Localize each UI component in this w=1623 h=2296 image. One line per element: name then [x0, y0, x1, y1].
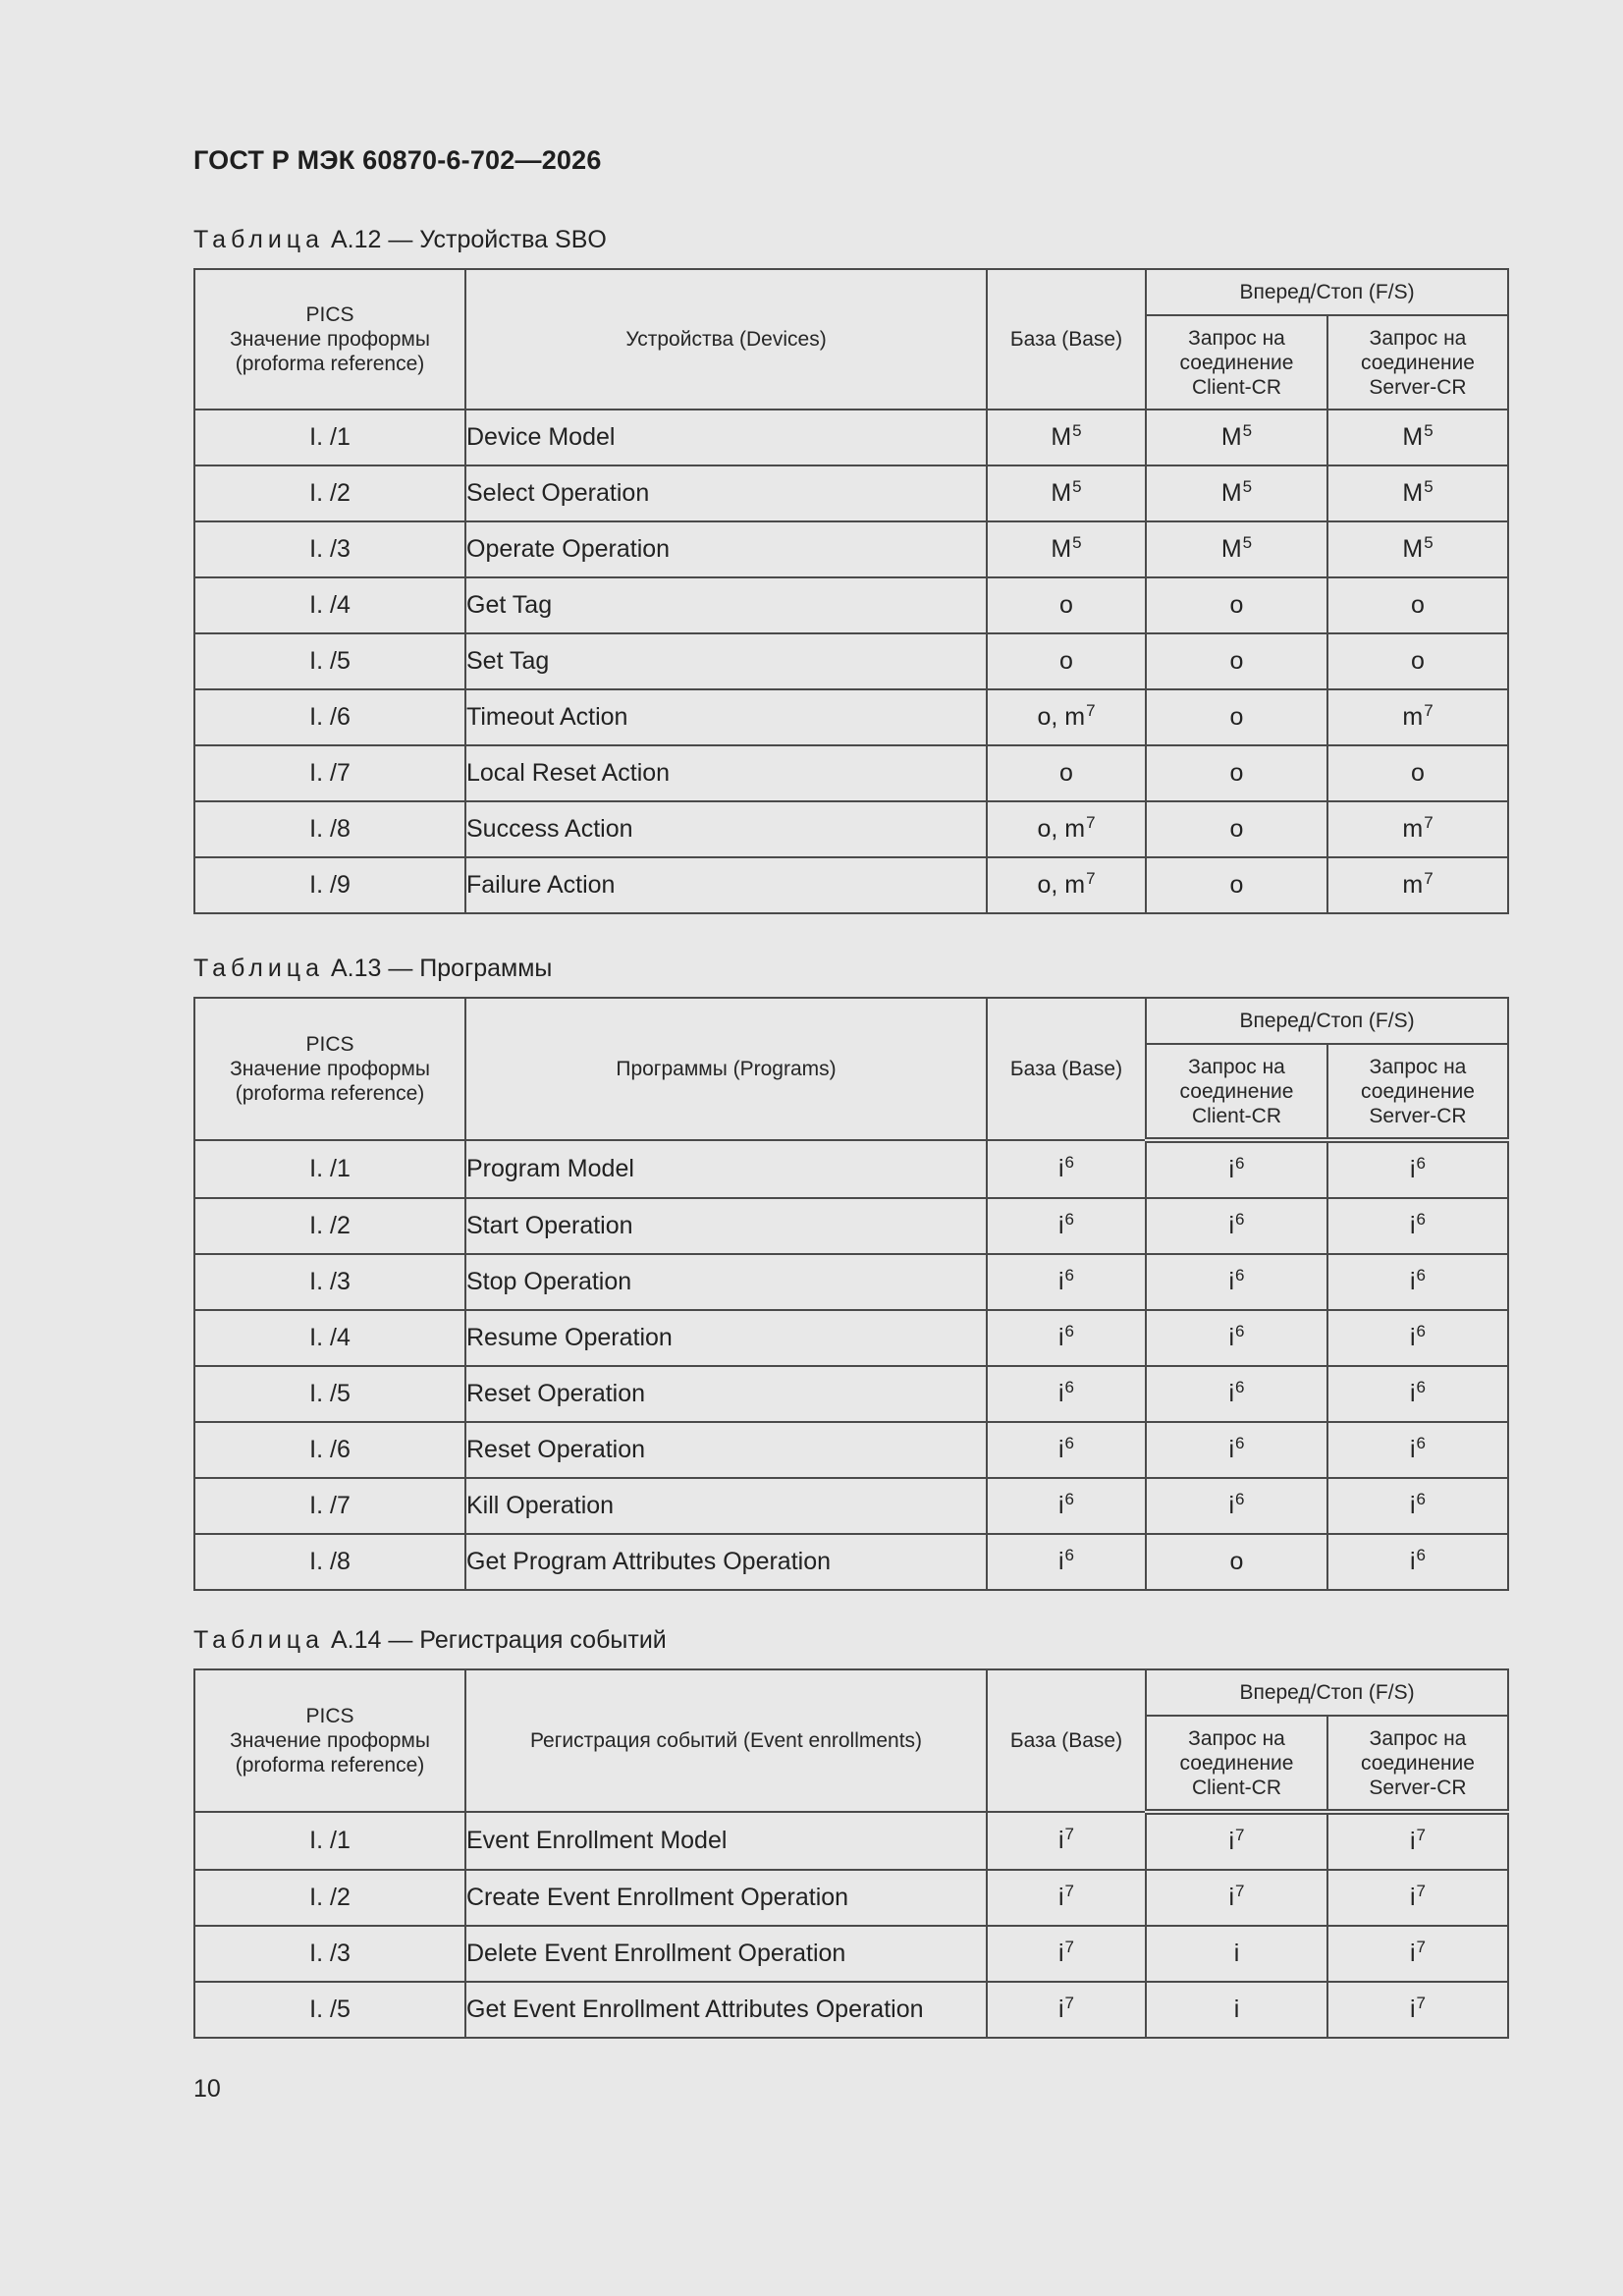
row-server-cell [1327, 1534, 1508, 1590]
value-superscript: 6 [1064, 1546, 1075, 1564]
row-server-cell [1327, 1812, 1508, 1870]
value-text: i [1057, 1492, 1064, 1519]
caption-word: Таблица [193, 1626, 325, 1654]
row-id-cell: I. /6 [194, 1422, 465, 1478]
value-text: M [1220, 423, 1242, 451]
header-proforma-ru: Значение проформы [230, 1058, 430, 1080]
table-row [194, 1982, 1508, 2038]
value-superscript: 5 [1424, 533, 1434, 552]
value-superscript: 7 [1086, 813, 1096, 832]
value-text: i [1057, 1380, 1064, 1407]
row-server-cell [1327, 1926, 1508, 1982]
value-text: o [1059, 591, 1073, 619]
row-name-cell: Reset Operation [465, 1366, 987, 1422]
value-superscript: 6 [1416, 1322, 1427, 1340]
row-server-cell [1327, 1254, 1508, 1310]
row-client-cell [1146, 465, 1327, 521]
row-name-cell: Start Operation [465, 1198, 987, 1254]
value-superscript: 7 [1416, 1994, 1427, 2012]
table-row [194, 689, 1508, 745]
row-id-cell: I. /1 [194, 410, 465, 465]
value-superscript: 7 [1064, 1938, 1075, 1956]
table-row [194, 1812, 1508, 1870]
row-id-cell: I. /3 [194, 521, 465, 577]
value-text: M [1402, 423, 1424, 451]
row-base-cell [987, 745, 1146, 801]
row-server-cell [1327, 1870, 1508, 1926]
row-client-cell [1146, 1478, 1327, 1534]
row-name-cell: Set Tag [465, 633, 987, 689]
header-column-title: Программы (Programs) [465, 998, 987, 1140]
value-text: i [1057, 1940, 1064, 1967]
row-base-cell [987, 1422, 1146, 1478]
value-superscript: 6 [1416, 1434, 1427, 1452]
row-id-cell: I. /5 [194, 1366, 465, 1422]
value-superscript: 6 [1064, 1434, 1075, 1452]
value-superscript: 6 [1416, 1210, 1427, 1229]
row-name-cell: Event Enrollment Model [465, 1812, 987, 1870]
row-base-cell [987, 1310, 1146, 1366]
row-server-cell [1327, 1366, 1508, 1422]
value-superscript: 6 [1235, 1490, 1245, 1508]
row-name-cell: Timeout Action [465, 689, 987, 745]
value-text: i [1409, 1828, 1416, 1855]
value-superscript: 7 [1424, 869, 1434, 888]
value-text: i [1409, 1156, 1416, 1183]
row-client-cell [1146, 1254, 1327, 1310]
row-name-cell: Get Event Enrollment Attributes Operation [465, 1982, 987, 2038]
row-client-cell [1146, 1140, 1327, 1198]
header-pics [194, 269, 465, 410]
row-client-cell [1146, 1870, 1327, 1926]
header-server-label: Server-CR [1369, 1776, 1467, 1799]
value-superscript: 6 [1064, 1322, 1075, 1340]
row-id-cell: I. /4 [194, 577, 465, 633]
table-row [194, 745, 1508, 801]
value-text: M [1220, 535, 1242, 563]
value-superscript: 6 [1235, 1322, 1245, 1340]
value-text: i [1233, 1995, 1240, 2023]
row-client-cell [1146, 1366, 1327, 1422]
table-row [194, 465, 1508, 521]
header-proforma-ru: Значение проформы [230, 328, 430, 351]
value-text: i [1409, 1995, 1416, 2023]
row-name-cell: Select Operation [465, 465, 987, 521]
header-connection-label: соединение [1361, 351, 1475, 374]
value-superscript: 6 [1416, 1378, 1427, 1396]
row-id-cell: I. /1 [194, 1140, 465, 1198]
row-id-cell: I. /2 [194, 465, 465, 521]
table-a12 [193, 268, 1509, 914]
table-row [194, 801, 1508, 857]
row-name-cell: Delete Event Enrollment Operation [465, 1926, 987, 1982]
value-text: i [1409, 1492, 1416, 1519]
row-base-cell [987, 857, 1146, 913]
value-text: o [1411, 591, 1425, 619]
value-text: m [1402, 703, 1424, 731]
value-text: i [1409, 1884, 1416, 1911]
value-text: i [1409, 1324, 1416, 1351]
row-id-cell: I. /3 [194, 1926, 465, 1982]
value-text: m [1402, 871, 1424, 899]
row-id-cell: I. /8 [194, 1534, 465, 1590]
value-text: i [1057, 1436, 1064, 1463]
row-client-cell [1146, 745, 1327, 801]
value-superscript: 7 [1064, 1994, 1075, 2012]
row-server-cell [1327, 1198, 1508, 1254]
value-text: i [1057, 1155, 1064, 1182]
row-base-cell [987, 1870, 1146, 1926]
header-client-label: Client-CR [1191, 1776, 1281, 1799]
table-caption-a13 [193, 955, 552, 983]
value-superscript: 5 [1072, 533, 1082, 552]
row-name-cell: Stop Operation [465, 1254, 987, 1310]
table-row [194, 1870, 1508, 1926]
value-superscript: 6 [1416, 1546, 1427, 1564]
header-column-title: Регистрация событий (Event enrollments) [465, 1669, 987, 1812]
row-base-cell [987, 1198, 1146, 1254]
row-name-cell: Device Model [465, 410, 987, 465]
row-client-cell [1146, 689, 1327, 745]
header-fs: Вперед/Стоп (F/S) [1146, 1669, 1508, 1716]
value-text: i [1228, 1884, 1235, 1911]
row-id-cell: I. /3 [194, 1254, 465, 1310]
row-server-cell [1327, 1478, 1508, 1534]
row-server-cell [1327, 577, 1508, 633]
value-text: M [1051, 423, 1072, 451]
row-client-cell [1146, 521, 1327, 577]
header-fs: Вперед/Стоп (F/S) [1146, 269, 1508, 315]
value-superscript: 7 [1064, 1825, 1075, 1843]
row-base-cell [987, 1926, 1146, 1982]
row-base-cell [987, 1140, 1146, 1198]
row-id-cell: I. /7 [194, 1478, 465, 1534]
row-client-cell [1146, 1926, 1327, 1982]
row-id-cell: I. /2 [194, 1198, 465, 1254]
value-text: o [1411, 759, 1425, 787]
header-request-label: Запрос на [1369, 1055, 1467, 1078]
value-text: i [1409, 1436, 1416, 1463]
row-id-cell: I. /9 [194, 857, 465, 913]
row-base-cell [987, 801, 1146, 857]
value-text: o [1229, 1548, 1244, 1575]
row-client-cell [1146, 857, 1327, 913]
page-number: 10 [193, 2075, 221, 2103]
value-superscript: 6 [1416, 1266, 1427, 1285]
header-pics [194, 998, 465, 1140]
value-text: i [1057, 1884, 1064, 1911]
row-server-cell [1327, 745, 1508, 801]
row-server-cell [1327, 633, 1508, 689]
row-name-cell: Kill Operation [465, 1478, 987, 1534]
table-caption-a14 [193, 1626, 667, 1655]
table-row [194, 1366, 1508, 1422]
table-row [194, 1310, 1508, 1366]
header-proforma-ru: Значение проформы [230, 1729, 430, 1752]
row-client-cell [1146, 1198, 1327, 1254]
value-superscript: 7 [1086, 701, 1096, 720]
caption-text: А.12 — Устройства SBO [330, 226, 607, 253]
table-row [194, 577, 1508, 633]
row-client-cell [1146, 577, 1327, 633]
header-row [194, 269, 1508, 315]
value-superscript: 5 [1072, 421, 1082, 440]
value-text: o [1059, 647, 1073, 675]
row-name-cell: Get Tag [465, 577, 987, 633]
row-id-cell: I. /2 [194, 1870, 465, 1926]
value-superscript: 6 [1235, 1266, 1245, 1285]
value-text: i [1233, 1940, 1240, 1967]
row-base-cell [987, 1254, 1146, 1310]
value-superscript: 7 [1424, 701, 1434, 720]
value-superscript: 6 [1235, 1434, 1245, 1452]
table-row [194, 1140, 1508, 1198]
row-base-cell [987, 1366, 1146, 1422]
header-client [1146, 1044, 1327, 1140]
table-row [194, 410, 1508, 465]
value-superscript: 7 [1235, 1882, 1245, 1900]
value-text: i [1409, 1380, 1416, 1407]
header-request-label: Запрос на [1369, 1726, 1467, 1750]
row-server-cell [1327, 801, 1508, 857]
value-text: i [1228, 1268, 1235, 1295]
header-row [194, 1669, 1508, 1716]
header-pics-label: PICS [305, 1033, 354, 1056]
value-text: o [1229, 815, 1244, 843]
table-row [194, 1926, 1508, 1982]
row-id-cell: I. /7 [194, 745, 465, 801]
row-name-cell: Create Event Enrollment Operation [465, 1870, 987, 1926]
row-server-cell [1327, 410, 1508, 465]
value-superscript: 6 [1416, 1154, 1427, 1173]
row-client-cell [1146, 633, 1327, 689]
header-pics-label: PICS [305, 1705, 354, 1727]
value-superscript: 7 [1235, 1826, 1245, 1844]
row-client-cell [1146, 1310, 1327, 1366]
header-proforma-en: (proforma reference) [235, 353, 425, 375]
table-row [194, 1534, 1508, 1590]
header-server [1327, 1044, 1508, 1140]
value-superscript: 6 [1235, 1154, 1245, 1173]
value-superscript: 7 [1416, 1826, 1427, 1844]
value-text: M [1220, 479, 1242, 507]
value-text: i [1228, 1436, 1235, 1463]
row-name-cell: Resume Operation [465, 1310, 987, 1366]
header-row [194, 998, 1508, 1044]
value-text: o [1229, 591, 1244, 619]
caption-word: Таблица [193, 955, 325, 982]
row-name-cell: Get Program Attributes Operation [465, 1534, 987, 1590]
row-base-cell [987, 1534, 1146, 1590]
value-text: i [1228, 1492, 1235, 1519]
row-client-cell [1146, 801, 1327, 857]
header-column-title: Устройства (Devices) [465, 269, 987, 410]
header-connection-label: соединение [1361, 1079, 1475, 1103]
row-server-cell [1327, 689, 1508, 745]
row-name-cell: Local Reset Action [465, 745, 987, 801]
header-base: База (Base) [987, 998, 1146, 1140]
header-proforma-en: (proforma reference) [235, 1082, 425, 1105]
row-client-cell [1146, 1812, 1327, 1870]
row-name-cell: Success Action [465, 801, 987, 857]
header-connection-label: соединение [1179, 1751, 1294, 1775]
row-server-cell [1327, 1422, 1508, 1478]
header-connection-label: соединение [1179, 1079, 1294, 1103]
row-base-cell [987, 1982, 1146, 2038]
row-client-cell [1146, 1534, 1327, 1590]
header-connection-label: соединение [1361, 1751, 1475, 1775]
header-request-label: Запрос на [1188, 326, 1285, 350]
row-base-cell [987, 577, 1146, 633]
value-superscript: 7 [1064, 1882, 1075, 1900]
header-request-label: Запрос на [1188, 1726, 1285, 1750]
value-text: o [1059, 759, 1073, 787]
value-text: o [1229, 759, 1244, 787]
value-superscript: 6 [1064, 1378, 1075, 1396]
value-superscript: 5 [1242, 477, 1253, 496]
value-superscript: 6 [1064, 1153, 1075, 1172]
row-client-cell [1146, 1422, 1327, 1478]
value-text: i [1057, 1324, 1064, 1351]
value-text: i [1409, 1548, 1416, 1575]
table-row [194, 1422, 1508, 1478]
value-superscript: 7 [1416, 1882, 1427, 1900]
row-id-cell: I. /5 [194, 1982, 465, 2038]
value-text: o, m [1037, 871, 1086, 899]
header-fs: Вперед/Стоп (F/S) [1146, 998, 1508, 1044]
row-id-cell: I. /1 [194, 1812, 465, 1870]
row-base-cell [987, 633, 1146, 689]
row-name-cell: Operate Operation [465, 521, 987, 577]
row-server-cell [1327, 857, 1508, 913]
row-server-cell [1327, 1982, 1508, 2038]
value-text: i [1409, 1268, 1416, 1295]
header-request-label: Запрос на [1369, 326, 1467, 350]
table-row [194, 1198, 1508, 1254]
value-text: i [1409, 1212, 1416, 1239]
table-caption-a12 [193, 226, 607, 254]
value-superscript: 6 [1064, 1210, 1075, 1229]
row-base-cell [987, 465, 1146, 521]
header-proforma-en: (proforma reference) [235, 1754, 425, 1777]
value-text: i [1057, 1268, 1064, 1295]
value-superscript: 6 [1235, 1378, 1245, 1396]
value-superscript: 5 [1424, 421, 1434, 440]
value-text: o, m [1037, 815, 1086, 843]
caption-text: А.14 — Регистрация событий [330, 1626, 667, 1654]
row-id-cell: I. /4 [194, 1310, 465, 1366]
row-server-cell [1327, 465, 1508, 521]
row-client-cell [1146, 1982, 1327, 2038]
value-superscript: 6 [1064, 1490, 1075, 1508]
row-name-cell: Reset Operation [465, 1422, 987, 1478]
row-base-cell [987, 1812, 1146, 1870]
row-base-cell [987, 1478, 1146, 1534]
value-text: i [1228, 1212, 1235, 1239]
document-header: ГОСТ Р МЭК 60870-6-702—2026 [193, 145, 602, 175]
header-connection-label: соединение [1179, 351, 1294, 374]
value-text: i [1409, 1940, 1416, 1967]
header-base: База (Base) [987, 269, 1146, 410]
row-server-cell [1327, 521, 1508, 577]
row-server-cell [1327, 1310, 1508, 1366]
header-server-label: Server-CR [1369, 375, 1467, 399]
value-text: M [1051, 535, 1072, 563]
row-id-cell: I. /8 [194, 801, 465, 857]
value-text: M [1402, 535, 1424, 563]
row-client-cell [1146, 410, 1327, 465]
row-server-cell [1327, 1140, 1508, 1198]
header-client [1146, 315, 1327, 410]
row-name-cell: Program Model [465, 1140, 987, 1198]
header-pics [194, 1669, 465, 1812]
table-row [194, 857, 1508, 913]
value-superscript: 7 [1416, 1938, 1427, 1956]
value-superscript: 5 [1242, 421, 1253, 440]
caption-word: Таблица [193, 226, 325, 253]
value-text: o [1229, 703, 1244, 731]
value-text: o [1229, 647, 1244, 675]
header-client [1146, 1716, 1327, 1812]
row-base-cell [987, 689, 1146, 745]
value-superscript: 6 [1064, 1266, 1075, 1285]
caption-text: А.13 — Программы [330, 955, 553, 982]
value-superscript: 6 [1235, 1210, 1245, 1229]
value-text: i [1057, 1212, 1064, 1239]
value-text: i [1228, 1324, 1235, 1351]
table-row [194, 1478, 1508, 1534]
value-text: i [1228, 1380, 1235, 1407]
table-a13 [193, 997, 1509, 1591]
row-id-cell: I. /6 [194, 689, 465, 745]
value-text: m [1402, 815, 1424, 843]
row-id-cell: I. /5 [194, 633, 465, 689]
value-text: o, m [1037, 703, 1086, 731]
row-base-cell [987, 410, 1146, 465]
header-pics-label: PICS [305, 303, 354, 326]
table-row [194, 1254, 1508, 1310]
value-text: i [1057, 1827, 1064, 1854]
value-superscript: 7 [1424, 813, 1434, 832]
row-base-cell [987, 521, 1146, 577]
header-request-label: Запрос на [1188, 1055, 1285, 1078]
value-text: i [1057, 1995, 1064, 2023]
value-superscript: 7 [1086, 869, 1096, 888]
value-superscript: 5 [1072, 477, 1082, 496]
value-superscript: 5 [1424, 477, 1434, 496]
header-client-label: Client-CR [1191, 1104, 1281, 1127]
value-superscript: 5 [1242, 533, 1253, 552]
header-server [1327, 315, 1508, 410]
value-text: M [1402, 479, 1424, 507]
value-superscript: 6 [1416, 1490, 1427, 1508]
header-server [1327, 1716, 1508, 1812]
value-text: o [1229, 871, 1244, 899]
value-text: i [1057, 1548, 1064, 1575]
table-row [194, 633, 1508, 689]
table-a14 [193, 1668, 1509, 2039]
row-name-cell: Failure Action [465, 857, 987, 913]
header-client-label: Client-CR [1191, 375, 1281, 399]
table-row [194, 521, 1508, 577]
header-server-label: Server-CR [1369, 1104, 1467, 1127]
header-base: База (Base) [987, 1669, 1146, 1812]
value-text: M [1051, 479, 1072, 507]
value-text: o [1411, 647, 1425, 675]
value-text: i [1228, 1156, 1235, 1183]
value-text: i [1228, 1828, 1235, 1855]
